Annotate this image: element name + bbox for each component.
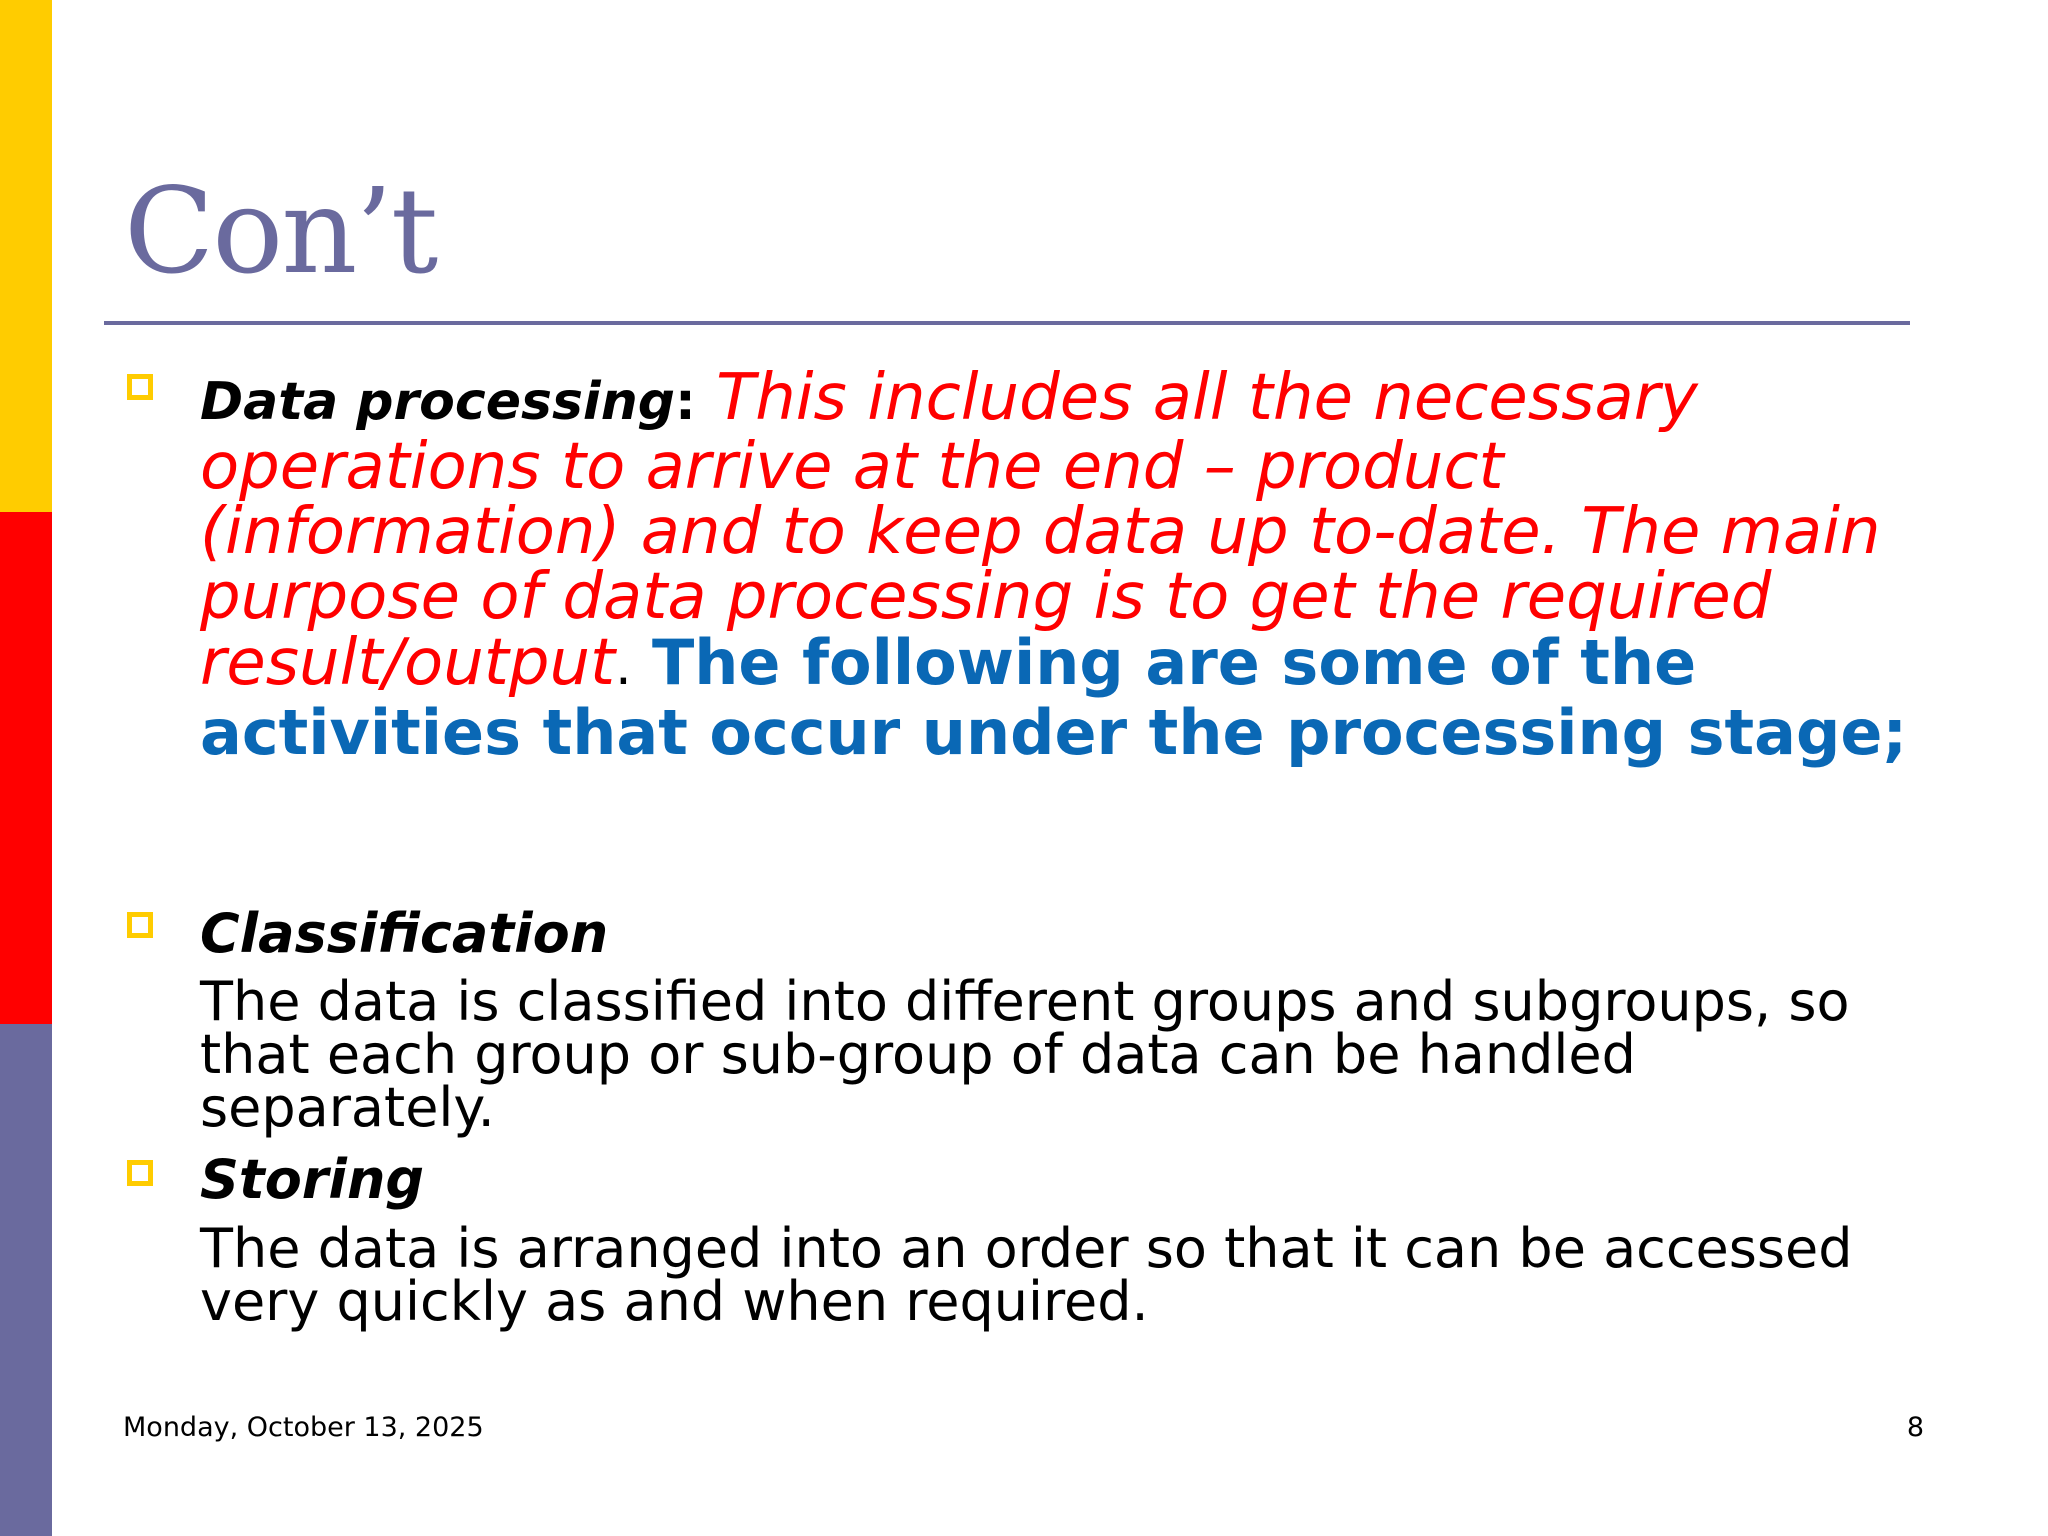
term-colon: : [674,372,696,432]
square-bullet-icon [127,374,153,400]
left-accent-bar-red [0,512,52,1024]
footer-date: Monday, October 13, 2025 [123,1412,484,1443]
footer-page-number: 8 [1906,1412,1924,1443]
definition-period: . [615,637,632,697]
heading-storing: Storing [200,1148,425,1211]
heading-classification: Classification [200,902,609,965]
followup-text: The following are some of the activities that occur under the processing stage; [200,626,1908,769]
slide-title: Con’t [124,162,437,300]
square-bullet-icon [127,912,153,938]
description-storing: The data is arranged into an order so that it can be accessed very quickly as and when required. [200,1217,1853,1333]
left-accent-bar-yellow [0,0,52,512]
definition-text: This includes all the necessary operations to arrive at the end – product (information) and to keep data up to-date. The main purpose of data processing is to get the required result/output [200,361,1881,700]
bullet-data-processing [200,361,1920,769]
title-underline [104,321,1910,325]
left-accent-bar-purple [0,1024,52,1536]
description-classification: The data is classified into different groups and subgroups, so that each group or sub-group of data can be handled separately. [200,970,1850,1139]
term-data-processing: Data processing [200,372,675,432]
square-bullet-icon [127,1160,153,1186]
